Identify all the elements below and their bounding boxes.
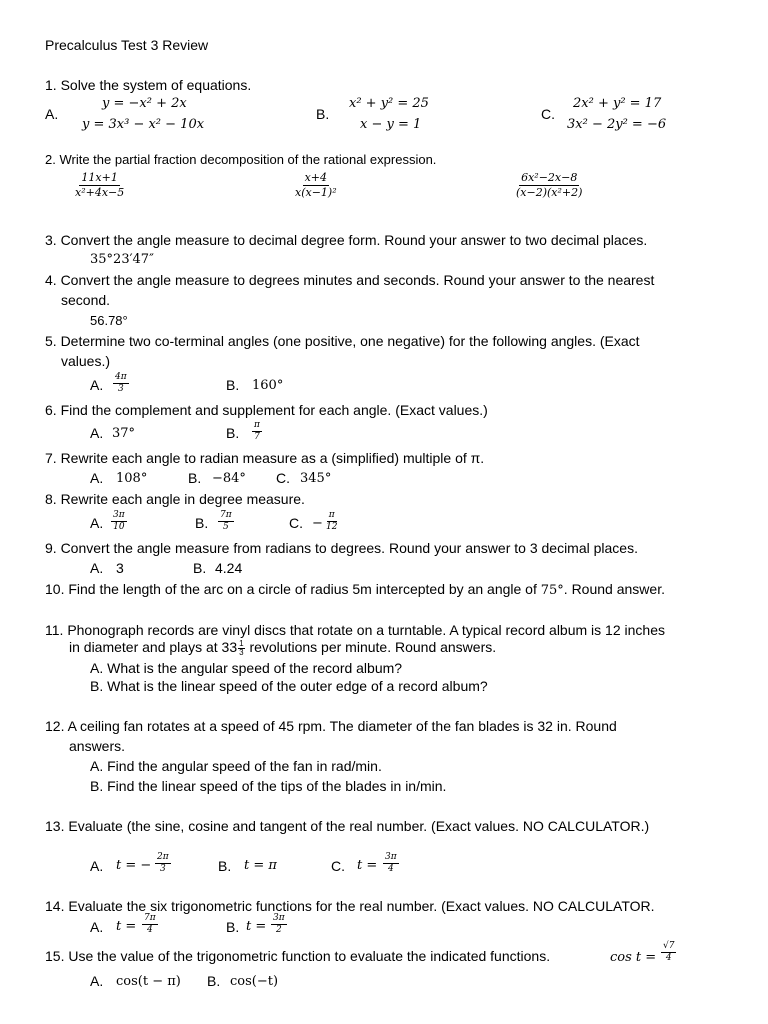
q7-option-c-value: 345°	[300, 471, 332, 486]
q5-option-a-label: A.	[90, 377, 104, 393]
q13-option-b-expr: t = π	[244, 858, 277, 873]
q14-option-b-fraction	[271, 914, 287, 936]
q1-option-b-eq1: x² + y² = 25	[349, 96, 429, 111]
question-3-text: 3. Convert the angle measure to decimal degree form. Round your answer to two decimal places.	[45, 232, 648, 248]
q13-option-c-expr: t =	[357, 858, 378, 873]
q14-option-a-fraction	[142, 914, 158, 936]
q13-option-a-numerator: 2π	[155, 853, 171, 864]
q11-text-after: revolutions per minute. Round answers.	[245, 639, 497, 655]
page-title: Precalculus Test 3 Review	[45, 37, 209, 53]
q15-option-b-label: B.	[207, 973, 221, 989]
question-5-text-line1: 5. Determine two co-terminal angles (one positive, one negative) for the following angles. (Exact	[45, 333, 640, 349]
q14-option-a-expr: t =	[116, 919, 137, 934]
q13-option-b-label: B.	[218, 858, 232, 874]
question-1-text: 1. Solve the system of equations.	[45, 77, 252, 93]
q15-given-numerator: √7	[661, 942, 676, 953]
q6-option-b-label: B.	[226, 425, 240, 441]
q10-text-before: 10. Find the length of the arc on a circle of radius 5m intercepted by an angle of	[45, 581, 541, 597]
q15-given-fraction	[661, 942, 676, 964]
q15-given-denominator: 4	[665, 953, 672, 964]
q13-option-c-label: C.	[331, 858, 345, 874]
q14-option-b-denominator: 2	[275, 925, 282, 936]
question-7-text: 7. Rewrite each angle to radian measure as a (simplified) multiple of π.	[45, 450, 485, 466]
q1-option-a-eq1: y = −x² + 2x	[102, 96, 187, 111]
q8-option-b-numerator: 7π	[218, 511, 234, 522]
q13-option-a-fraction	[155, 853, 171, 875]
q8-option-b-fraction	[218, 511, 234, 533]
question-12-text-line2: answers.	[69, 738, 126, 754]
q9-option-b-value: 4.24	[215, 560, 243, 576]
q15-option-a-label: A.	[90, 973, 104, 989]
q15-option-a-expr: cos(t − π)	[116, 974, 181, 989]
q10-angle: 75°	[540, 583, 564, 598]
question-8-text: 8. Rewrite each angle in degree measure.	[45, 491, 305, 507]
q13-option-a-label: A.	[90, 858, 104, 874]
q11-part-b: B. What is the linear speed of the outer edge of a record album?	[90, 678, 488, 694]
question-15-text: 15. Use the value of the trigonometric function to evaluate the indicated functions.	[45, 948, 551, 964]
q7-option-a-label: A.	[90, 470, 104, 486]
q9-option-a-value: 3	[116, 560, 124, 576]
q5-option-a-fraction	[113, 373, 129, 395]
q8-option-c-numerator: π	[327, 511, 337, 522]
q7-option-c-label: C.	[276, 470, 290, 486]
q5-option-a-denominator: 3	[117, 384, 124, 395]
q10-text-after: . Round answer.	[563, 581, 665, 597]
q13-option-a-expr: t = −	[116, 858, 152, 873]
q11-text-before: in diameter and plays at 33	[69, 639, 238, 655]
q1-option-a-label: A.	[45, 106, 59, 122]
q11-mixed-denominator: 3	[239, 647, 244, 657]
q1-option-c-eq1: 2x² + y² = 17	[573, 96, 662, 111]
q6-option-b-denominator: 7	[254, 432, 260, 443]
q3-value: 35°23′47″	[90, 252, 154, 267]
q1-option-b-label: B.	[316, 106, 330, 122]
q6-option-b-numerator: π	[252, 421, 262, 432]
question-11-text-line1: 11. Phonograph records are vinyl discs that rotate on a turntable. A typical record album is 12 inches	[45, 622, 665, 638]
q12-part-a: A. Find the angular speed of the fan in rad/min.	[90, 758, 382, 774]
question-6-text: 6. Find the complement and supplement for each angle. (Exact values.)	[45, 402, 488, 418]
q11-mixed-numerator: 1	[239, 638, 244, 648]
question-9-text: 9. Convert the angle measure from radians to degrees. Round your answer to 3 decimal places.	[45, 540, 638, 556]
q15-option-b-expr: cos(−t)	[230, 974, 279, 989]
q1-option-a-eq2: y = 3x³ − x² − 10x	[82, 117, 205, 132]
question-4-text-line2: second.	[61, 292, 111, 308]
q7-option-b-value: −84°	[212, 471, 246, 486]
q1-option-b-eq2: x − y = 1	[360, 117, 422, 132]
q5-option-b-label: B.	[226, 377, 240, 393]
q2-fraction-2	[293, 172, 339, 198]
q14-option-a-numerator: 7π	[142, 914, 158, 925]
q1-option-c-eq2: 3x² − 2y² = −6	[567, 117, 667, 132]
q8-option-c-fraction	[324, 511, 339, 533]
q1-option-c-label: C.	[541, 106, 555, 122]
q8-option-a-label: A.	[90, 515, 104, 531]
q6-option-b-fraction	[252, 421, 262, 443]
q15-given-expr: cos t =	[610, 950, 657, 965]
q2-fraction-3-denominator: (x−2)(x²+2)	[516, 185, 583, 199]
q8-option-c-sign: −	[312, 516, 323, 531]
q6-option-a-label: A.	[90, 425, 104, 441]
question-2-text: 2. Write the partial fraction decomposition of the rational expression.	[45, 152, 437, 167]
question-11-text-line2	[69, 639, 496, 657]
q14-option-a-denominator: 4	[146, 925, 153, 936]
question-10-text	[45, 581, 665, 598]
q13-option-c-denominator: 4	[387, 864, 394, 875]
q8-option-b-label: B.	[195, 515, 209, 531]
q13-option-c-fraction	[383, 853, 399, 875]
q2-fraction-1	[73, 172, 126, 198]
q8-option-b-denominator: 5	[222, 522, 229, 533]
q14-option-b-numerator: 3π	[271, 914, 287, 925]
q8-option-c-denominator: 12	[326, 522, 338, 533]
q11-part-a: A. What is the angular speed of the record album?	[90, 660, 403, 676]
q2-fraction-3	[514, 172, 584, 198]
q2-fraction-2-numerator: x+4	[304, 171, 328, 184]
q9-option-b-label: B.	[193, 560, 207, 576]
q5-option-a-numerator: 4π	[113, 373, 129, 384]
question-12-text-line1: 12. A ceiling fan rotates at a speed of 45 rpm. The diameter of the fan blades is 32 in. Round	[45, 718, 617, 734]
q7-option-b-label: B.	[188, 470, 202, 486]
q13-option-a-denominator: 3	[159, 864, 166, 875]
q14-option-b-expr: t =	[246, 919, 267, 934]
question-5-text-line2: values.)	[61, 353, 111, 369]
q7-option-a-value: 108°	[116, 471, 148, 486]
q8-option-c-label: C.	[289, 515, 303, 531]
q14-option-a-label: A.	[90, 919, 104, 935]
q9-option-a-label: A.	[90, 560, 104, 576]
q4-value: 56.78°	[90, 313, 128, 328]
q5-option-b-value: 160°	[252, 378, 284, 393]
q12-part-b: B. Find the linear speed of the tips of the blades in in/min.	[90, 778, 447, 794]
q2-fraction-1-denominator: x²+4x−5	[75, 185, 125, 199]
q6-option-a-value: 37°	[112, 426, 136, 441]
question-14-text: 14. Evaluate the six trigonometric functions for the real number. (Exact values. NO CALCULATOR.	[45, 898, 655, 914]
q8-option-a-fraction	[111, 511, 127, 533]
q8-option-a-numerator: 3π	[111, 511, 127, 522]
q2-fraction-2-denominator: x(x−1)²	[295, 185, 337, 199]
q8-option-a-denominator: 10	[113, 522, 125, 533]
q2-fraction-3-numerator: 6x²−2x−8	[521, 171, 578, 184]
question-13-text: 13. Evaluate (the sine, cosine and tangent of the real number. (Exact values. NO CALCULATOR.)	[45, 818, 650, 834]
q14-option-b-label: B.	[226, 919, 240, 935]
q13-option-c-numerator: 3π	[383, 853, 399, 864]
question-4-text-line1: 4. Convert the angle measure to degrees minutes and seconds. Round your answer to the nearest	[45, 272, 655, 288]
q11-mixed-fraction	[238, 640, 244, 657]
q2-fraction-1-numerator: 11x+1	[81, 171, 118, 184]
